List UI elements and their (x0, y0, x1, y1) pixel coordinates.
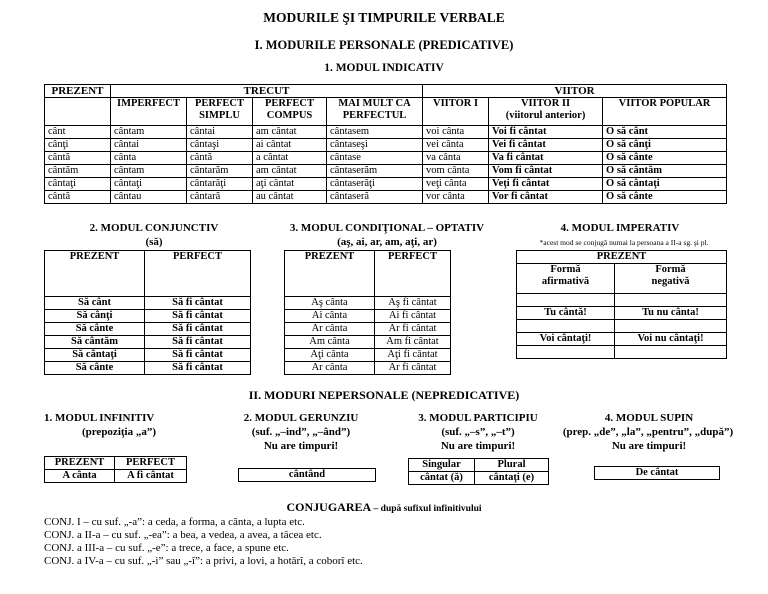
conjunctive-row-cell: Să cânte (45, 323, 145, 336)
conjunctive-header-prezent: PREZENT (45, 251, 145, 297)
conjunctive-marker: (să) (145, 236, 163, 248)
imperative-row-cell: Voi nu cântaţi! (615, 333, 727, 346)
indicative-row-cell: cântă (45, 191, 111, 204)
conditional-row-cell: Ai fi cântat (375, 310, 451, 323)
indicative-row-cell: O să cânte (603, 152, 727, 165)
indicative-row-cell: aţi cântat (253, 178, 327, 191)
gerund-table (238, 468, 376, 482)
header-imperfect: IMPERFECT (111, 98, 187, 126)
conditional-row-cell: Am cânta (285, 336, 375, 349)
indicative-row-cell: O să cântaţi (603, 178, 727, 191)
imperative-row (517, 320, 727, 333)
header-viitor-2-label: VIITOR II (520, 98, 571, 109)
conjugation-heading-row (0, 500, 768, 515)
indicative-row-cell: cântau (111, 191, 187, 204)
participle-header-plural: Plural (475, 459, 549, 472)
indicative-row-cell: O să cânte (603, 191, 727, 204)
indicative-row-cell: vom cânta (423, 165, 489, 178)
conjunctive-row (45, 310, 251, 323)
supine-marker: (prep. „de”, „la”, „pentru”, „după”) (562, 426, 734, 438)
gerund-note: Nu are timpuri! (263, 440, 339, 452)
indicative-row-cell: am cântat (253, 165, 327, 178)
indicative-row-cell: ai cântat (253, 139, 327, 152)
conjugation-line-3: CONJ. a III-a – cu suf. „-e”: a trece, a face, a spune etc. (44, 542, 289, 554)
conjunctive-row (45, 362, 251, 375)
header-viitor: VIITOR (423, 85, 727, 98)
conditional-row-cell: Ar cânta (285, 323, 375, 336)
participle-table (408, 458, 549, 485)
conditional-row-cell: Aţi cânta (285, 349, 375, 362)
conjunctive-heading: 2. MODUL CONJUNCTIV (89, 222, 219, 234)
indicative-row-cell: va cânta (423, 152, 489, 165)
gerund-marker: (suf. „–ind”, „–ând”) (251, 426, 351, 438)
imperative-row (517, 346, 727, 359)
indicative-row-cell: vei cânta (423, 139, 489, 152)
header-viitor-2-note: (viitorul anterior) (505, 110, 586, 121)
indicative-row-cell: cântaţi (45, 178, 111, 191)
conditional-marker: (aş, ai, ar, am, aţi, ar) (337, 236, 437, 248)
imperative-row-cell (517, 320, 615, 333)
conjunctive-row-cell: Să fi cântat (145, 349, 251, 362)
imperative-row (517, 333, 727, 346)
infinitive-perfect-value: A fi cântat (115, 470, 187, 483)
conditional-row-cell: Aş cânta (285, 297, 375, 310)
indicative-row-cell: cântaseră (327, 191, 423, 204)
conjugation-line-2: CONJ. a II-a – cu suf. „-ea”: a bea, a vedea, a avea, a tăcea etc. (44, 529, 322, 541)
indicative-row-cell: cântam (111, 126, 187, 139)
imperative-row-cell: Tu cântă! (517, 307, 615, 320)
section-nonpersonal-moods: II. MODURI NEPERSONALE (NEPREDICATIVE) (248, 388, 520, 402)
indicative-row (45, 139, 727, 152)
header-prezent: PREZENT (45, 85, 111, 98)
conditional-row-cell: Aţi fi cântat (375, 349, 451, 362)
indicative-row-cell: O să cânţi (603, 139, 727, 152)
indicative-row-cell: cântăm (45, 165, 111, 178)
conditional-row (285, 349, 451, 362)
imperative-header-affirmative-l1: Formă (550, 264, 581, 275)
conjunctive-row-cell: Să fi cântat (145, 362, 251, 375)
indicative-row-cell: Vei fi cântat (489, 139, 603, 152)
conjugation-line-4: CONJ. a IV-a – cu suf. „-i” sau „-î”: a privi, a lovi, a hotărî, a coborî etc. (44, 555, 363, 567)
imperative-header-prezent: PREZENT (517, 251, 727, 264)
imperative-note: *acest mod se conjugă numai la persoana a II-a sg. şi pl. (539, 238, 709, 247)
indicative-row-cell: cântam (111, 165, 187, 178)
participle-header-singular: Singular (409, 459, 475, 472)
conjugation-list (44, 516, 724, 568)
conditional-row-cell: Ai cânta (285, 310, 375, 323)
conjugation-line-1: CONJ. I – cu suf. „-a”: a ceda, a forma, a cânta, a lupta etc. (44, 516, 305, 528)
supine-heading: 4. MODUL SUPIN (604, 412, 694, 424)
header-perfect-compus: PERFECT COMPUS (253, 98, 327, 126)
header-mai-mult-ca-perfectul: MAI MULT CA PERFECTUL (327, 98, 423, 126)
header-viitor-2 (489, 98, 603, 126)
imperative-row-cell (517, 346, 615, 359)
indicative-row-cell: cântaţi (111, 178, 187, 191)
indicative-row-cell: cântaşi (187, 139, 253, 152)
infinitive-marker: (prepoziţia „a”) (81, 426, 157, 438)
conjugation-heading-suffix: – după sufixul infinitivului (371, 504, 482, 514)
imperative-table (516, 250, 727, 359)
conjunctive-row-cell: Să cânt (45, 297, 145, 310)
indicative-row (45, 191, 727, 204)
conjunctive-row-cell: Să cânţi (45, 310, 145, 323)
indicative-row-cell: cântarăm (187, 165, 253, 178)
imperative-row-cell (517, 294, 615, 307)
indicative-row-cell: cântă (187, 152, 253, 165)
indicative-row-cell: Vom fi cântat (489, 165, 603, 178)
indicative-row-cell: veţi cânta (423, 178, 489, 191)
indicative-row-cell: cântai (111, 139, 187, 152)
conjunctive-row-cell: Să fi cântat (145, 310, 251, 323)
header-empty (45, 98, 111, 126)
imperative-row-cell (615, 294, 727, 307)
supine-table (594, 466, 720, 480)
conjugation-heading: CONJUGAREA (286, 500, 372, 514)
indicative-row-cell: Vor fi cântat (489, 191, 603, 204)
participle-plural-value: cântaţi (e) (475, 472, 549, 485)
indicative-row-cell: cântară (187, 191, 253, 204)
conditional-row (285, 362, 451, 375)
indicative-row-cell: cântaserăţi (327, 178, 423, 191)
indicative-row (45, 178, 727, 191)
indicative-row-cell: cântai (187, 126, 253, 139)
indicative-row-cell: O să cânt (603, 126, 727, 139)
imperative-header-negative-l2: negativă (651, 276, 690, 287)
indicative-row-cell: cântaseşi (327, 139, 423, 152)
indicative-table (44, 84, 727, 204)
imperative-row-cell (615, 320, 727, 333)
conjunctive-row (45, 323, 251, 336)
conjunctive-row-cell: Să fi cântat (145, 336, 251, 349)
indicative-row-cell: au cântat (253, 191, 327, 204)
conditional-row-cell: Am fi cântat (375, 336, 451, 349)
conditional-table (284, 250, 451, 375)
imperative-header-negative-l1: Formă (655, 264, 686, 275)
participle-marker: (suf. „–s”, „–t”) (441, 426, 515, 438)
imperative-row-cell: Voi cântaţi! (517, 333, 615, 346)
indicative-row (45, 152, 727, 165)
conjunctive-row-cell: Să fi cântat (145, 323, 251, 336)
indicative-row-cell: cântaserăm (327, 165, 423, 178)
conditional-row (285, 310, 451, 323)
indicative-row-cell: voi cânta (423, 126, 489, 139)
conditional-row (285, 336, 451, 349)
conjunctive-row (45, 349, 251, 362)
indicative-row (45, 126, 727, 139)
conjunctive-header-perfect: PERFECT (145, 251, 251, 297)
infinitive-prezent-value: A cânta (45, 470, 115, 483)
imperative-header-affirmative-l2: afirmativă (541, 276, 590, 287)
conditional-row-cell: Aş fi cântat (375, 297, 451, 310)
page-title: MODURILE ŞI TIMPURILE VERBALE (263, 10, 505, 25)
conditional-row (285, 323, 451, 336)
conjunctive-row-cell: Să cântăm (45, 336, 145, 349)
conjunctive-row-cell: Să cântaţi (45, 349, 145, 362)
gerund-value: cântând (239, 469, 376, 482)
indicative-heading: 1. MODUL INDICATIV (324, 62, 444, 74)
section-personal-moods: I. MODURILE PERSONALE (PREDICATIVE) (254, 38, 514, 52)
conjunctive-row-cell: Să fi cântat (145, 297, 251, 310)
header-trecut: TRECUT (111, 85, 423, 98)
indicative-row (45, 165, 727, 178)
indicative-row-cell: cântă (45, 152, 111, 165)
infinitive-header-perfect: PERFECT (115, 457, 187, 470)
indicative-row-cell: cântasem (327, 126, 423, 139)
indicative-row-cell: cânta (111, 152, 187, 165)
conjunctive-row (45, 336, 251, 349)
conditional-header-prezent: PREZENT (285, 251, 375, 297)
header-viitor-1: VIITOR I (423, 98, 489, 126)
supine-note: Nu are timpuri! (611, 440, 687, 452)
indicative-row-cell: Voi fi cântat (489, 126, 603, 139)
indicative-row-cell: O să cântăm (603, 165, 727, 178)
indicative-row-cell: cântase (327, 152, 423, 165)
indicative-row-cell: cânt (45, 126, 111, 139)
participle-singular-value: cântat (ă) (409, 472, 475, 485)
indicative-row-cell: am cântat (253, 126, 327, 139)
infinitive-heading: 1. MODUL INFINITIV (44, 412, 155, 424)
conditional-row-cell: Ar fi cântat (375, 323, 451, 336)
indicative-row-cell: vor cânta (423, 191, 489, 204)
indicative-row-cell: cântarăţi (187, 178, 253, 191)
indicative-row-cell: Va fi cântat (489, 152, 603, 165)
conditional-header-perfect: PERFECT (375, 251, 451, 297)
infinitive-table (44, 456, 187, 483)
participle-heading: 3. MODUL PARTICIPIU (418, 412, 538, 424)
gerund-heading: 2. MODUL GERUNZIU (243, 412, 359, 424)
imperative-row (517, 307, 727, 320)
conditional-heading: 3. MODUL CONDIŢIONAL – OPTATIV (289, 222, 485, 234)
conjunctive-row-cell: Să cânte (45, 362, 145, 375)
imperative-row-cell: Tu nu cânta! (615, 307, 727, 320)
conditional-row-cell: Ar cânta (285, 362, 375, 375)
conditional-row-cell: Ar fi cântat (375, 362, 451, 375)
imperative-heading: 4. MODUL IMPERATIV (560, 222, 680, 234)
imperative-header-negative (615, 264, 727, 294)
indicative-row-cell: Veţi fi cântat (489, 178, 603, 191)
participle-note: Nu are timpuri! (440, 440, 516, 452)
indicative-row-cell: a cântat (253, 152, 327, 165)
imperative-header-affirmative (517, 264, 615, 294)
infinitive-header-prezent: PREZENT (45, 457, 115, 470)
conjunctive-table (44, 250, 251, 375)
imperative-row-cell (615, 346, 727, 359)
header-viitor-popular: VIITOR POPULAR (603, 98, 727, 126)
conjunctive-row (45, 297, 251, 310)
header-perfect-simplu: PERFECT SIMPLU (187, 98, 253, 126)
indicative-row-cell: cânţi (45, 139, 111, 152)
supine-value: De cântat (595, 467, 720, 480)
imperative-row (517, 294, 727, 307)
conditional-row (285, 297, 451, 310)
